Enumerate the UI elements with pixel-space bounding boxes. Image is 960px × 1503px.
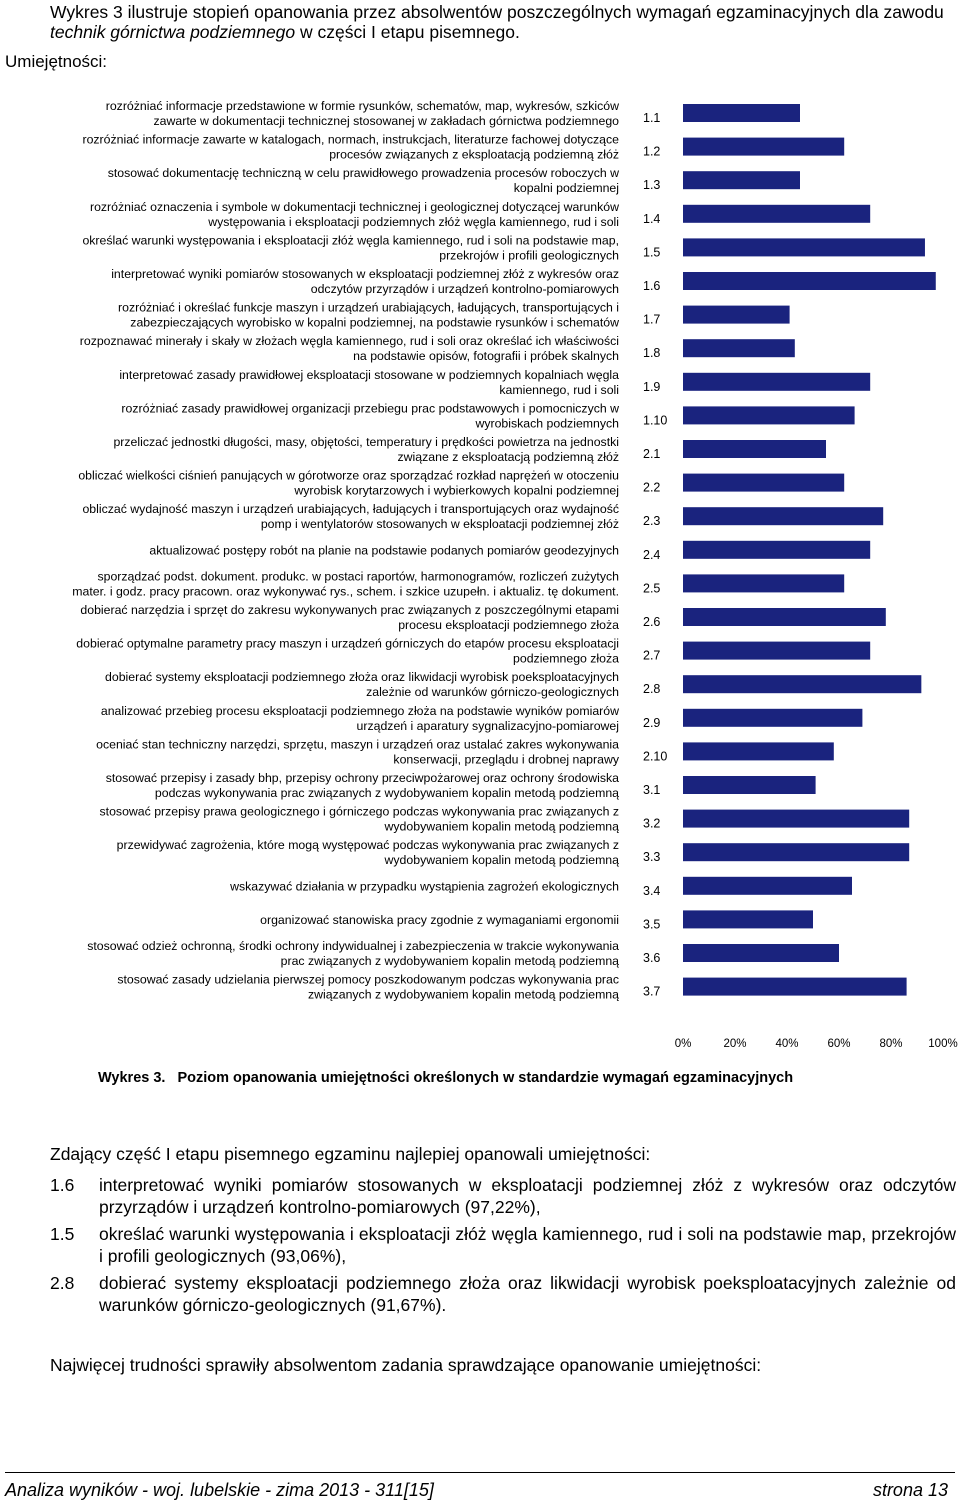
- chart-category-label: dobierać optymalne parametry pracy maszyn i urządzeń górniczych do etapów procesu eksploatacji: [76, 636, 619, 651]
- chart-bar: [683, 272, 936, 290]
- chart-category-label: stosować zasady udzielania pierwszej pomocy poszkodowanym podczas wykonywania prac: [117, 972, 619, 987]
- chart-category-label: procesów związanych z eksploatacją podziemną złóż: [329, 147, 619, 162]
- chart-category-code: 1.1: [643, 111, 661, 125]
- list-item: [50, 1223, 956, 1267]
- chart-category-code: 3.2: [643, 816, 661, 831]
- chart-bar: [683, 306, 790, 324]
- skills-heading: Umiejętności:: [5, 52, 108, 71]
- chart-category-label: rozróżniać oznaczenia i symbole w dokumentacji technicznej i geologicznej dotyczącej warunków: [89, 199, 619, 214]
- chart-category-label: związanych z wydobywaniem kopalin metodą podziemną: [307, 987, 619, 1002]
- chart-category-label: rozpoznawać minerały i skały w złożach węgla kamiennego, rud i soli oraz określać ich właściwości: [79, 334, 619, 349]
- chart-bar: [683, 339, 795, 357]
- chart-category-label: pomp i wentylatorów stosowanych w eksploatacji podziemnej złóż: [260, 517, 619, 532]
- chart-category-code: 3.7: [643, 984, 661, 999]
- chart-category-label: stosować odzież ochronną, środki ochrony indywidualnej i zabezpieczenia w trakcie wykonywania: [87, 939, 619, 953]
- chart-category-code: 1.8: [643, 346, 661, 361]
- chart-category-label: organizować stanowiska pracy zgodnie z wymaganiami ergonomii: [260, 912, 619, 927]
- chart-category-label: interpretować zasady prawidłowej eksploatacji stosowane w podziemnych kopalniach węgla: [119, 367, 619, 382]
- chart-category-label: wskazywać działania w przypadku wystąpienia zagrożeń ekologicznych: [230, 879, 619, 894]
- chart-category-label: przewidywać zagrożenia, które mogą występować podczas wykonywania prac związanych z: [116, 838, 619, 853]
- chart-category-label: rozróżniać i określać funkcje maszyn i urządzeń urabiających, ładujących, transportujących i: [118, 300, 619, 315]
- chart-category-code: 2.10: [643, 749, 668, 764]
- chart-bar: [683, 910, 813, 928]
- chart-category-label: urządzeń i aparatury sygnalizacyjno-pomiarowej: [356, 718, 619, 733]
- chart-category-label: dobierać narzędzia i sprzęt do zakresu wykonywanych prac związanych z poszczególnymi etapami: [80, 603, 619, 617]
- chart-bar: [683, 675, 921, 693]
- chart-bar: [683, 104, 800, 122]
- chart-category-code: 2.9: [643, 715, 661, 730]
- best-skills-list: [50, 1174, 956, 1316]
- chart-category-label: wydobywaniem kopalin metodą podziemną: [384, 819, 619, 834]
- chart-category-label: wyrobiskach podziemnych: [475, 416, 619, 431]
- chart-category-code: 1.3: [643, 178, 661, 193]
- chart-bar: [683, 742, 834, 760]
- chart-category-code: 3.6: [643, 951, 661, 965]
- page-number: strona 13: [872, 1480, 948, 1500]
- chart-category-label: prac związanych z wydobywaniem kopalin metodą podziemną: [280, 954, 619, 968]
- chart-category-code: 3.4: [643, 883, 661, 898]
- chart-category-label: podczas wykonywania prac związanych z wydobywaniem kopalin metodą podziemną: [154, 786, 619, 800]
- chart-bar: [683, 810, 909, 828]
- chart-bar: [683, 608, 886, 626]
- chart-x-ticks: [675, 1038, 958, 1050]
- best-skill-text: określać warunki występowania i eksploatacji złóż węgla kamiennego, rud i soli na podstawie map, przekrojów i profili geologicznych (93,06%),: [99, 1224, 956, 1266]
- chart-category-code: 1.2: [643, 144, 661, 159]
- chart-category-label: przeliczać jednostki długości, masy, objętości, temperatury i prędkości powietrza na jednostki: [113, 435, 619, 449]
- chart-category-label: występowania i eksploatacji podziemnych złóż węgla kamiennego, rud i soli: [208, 214, 619, 229]
- chart-category-label: na podstawie opisów, fotografii i próbek skalnych: [353, 349, 619, 364]
- chart-bar: [683, 709, 862, 727]
- chart-category-label: wyrobisk korytarzowych i wybierkowych kopalni podziemnej: [294, 483, 619, 498]
- chart-category-code: 1.5: [643, 245, 661, 260]
- chart-category-label: określać warunki występowania i eksploatacji złóż węgla kamiennego, rud i soli na podstawie map,: [82, 233, 619, 248]
- hardest-skills-intro: Najwięcej trudności sprawiły absolwentom zadania sprawdzające opanowanie umiejętności:: [50, 1355, 762, 1375]
- chart-category-label: związane z eksploatacją podziemną złóż: [397, 450, 619, 464]
- chart-category-code: 1.10: [643, 413, 668, 428]
- caption-label: Wykres 3.: [98, 1070, 166, 1086]
- best-skill-text: interpretować wyniki pomiarów stosowanych w eksploatacji podziemnej złóż z wykresów oraz odczytów przyrządów i urządzeń kontrolno-pomiarowych (97,22%),: [99, 1175, 956, 1217]
- chart-bar: [683, 574, 844, 592]
- chart-category-code: 2.8: [643, 682, 661, 697]
- chart-x-tick-label: 100%: [928, 1038, 958, 1050]
- chart-category-code: 2.4: [643, 547, 661, 562]
- chart-category-label: stosować przepisy i zasady bhp, przepisy ochrony przeciwpożarowej oraz ochrony środowiska: [105, 771, 619, 785]
- chart-bar: [683, 944, 839, 962]
- chart-category-label: zabezpieczających wyrobisko w kopalni podziemnej, na podstawie rysunków i schematów: [130, 315, 619, 330]
- chart-bar: [683, 843, 909, 861]
- best-skill-code: 2.8: [50, 1273, 75, 1293]
- chart-category-code: 2.2: [643, 480, 661, 495]
- intro-text-after: w części I etapu pisemnego.: [295, 22, 520, 42]
- chart-category-code: 2.6: [643, 615, 661, 629]
- chart-category-label: analizować przebieg procesu eksploatacji podziemnego złoża na podstawie wyników pomiarów: [100, 703, 619, 718]
- chart-category-label: oceniać stan techniczny narzędzi, sprzętu, maszyn i urządzeń oraz ustalać zakres wykonywania: [96, 737, 619, 752]
- intro-text-before: Wykres 3 ilustruje stopień opanowania przez absolwentów poszczególnych wymagań egzaminacyjnych dla zawodu: [50, 2, 944, 22]
- chart-category-label: stosować dokumentację techniczną w celu prawidłowego prowadzenia procesów roboczych w: [107, 166, 619, 181]
- chart-category-label: dobierać systemy eksploatacji podziemnego złoża oraz likwidacji wyrobisk poeksploatacyjnych: [105, 670, 619, 685]
- caption-title: Poziom opanowania umiejętności określonych w standardzie wymagań egzaminacyjnych: [177, 1070, 794, 1086]
- chart-bar: [683, 776, 816, 794]
- chart-category-label: przekrojów i profili geologicznych: [439, 248, 619, 263]
- chart-category-label: rozróżniać zasady prawidłowej organizacji przebiegu prac podstawowych i pomocniczych w: [121, 401, 619, 416]
- chart-category-label: stosować przepisy prawa geologicznego i górniczego podczas wykonywania prac związanych z: [99, 804, 619, 819]
- chart-x-tick-label: 20%: [723, 1038, 747, 1050]
- chart-x-tick-label: 0%: [674, 1038, 692, 1050]
- chart-bar: [683, 642, 870, 660]
- chart-category-label: sporządzać podst. dokument. produkc. w postaci raportów, harmonogramów, rozliczeń zużytych: [97, 569, 619, 584]
- best-skill-code: 1.6: [50, 1175, 75, 1195]
- chart-category-label: wydobywaniem kopalin metodą podziemną: [384, 853, 619, 868]
- footer-divider: [5, 1472, 955, 1473]
- chart-category-label: interpretować wyniki pomiarów stosowanych w eksploatacji podziemnej złóż z wykresów oraz: [111, 267, 619, 281]
- chart-category-label: odczytów przyrządów i urządzeń kontrolno-pomiarowych: [310, 282, 619, 296]
- chart-bar: [683, 171, 800, 189]
- chart-category-code: 2.5: [643, 581, 661, 596]
- chart-category-labels: [72, 99, 620, 1002]
- chart-bar: [683, 238, 925, 256]
- chart-category-codes: [643, 111, 667, 999]
- page-footer: [5, 1480, 948, 1501]
- chart-bar: [683, 373, 870, 391]
- chart-category-label: kopalni podziemnej: [513, 181, 619, 196]
- footer-title: Analiza wyników - woj. lubelskie - zima 2013 - 311[15]: [5, 1480, 434, 1500]
- chart-category-label: rozróżniać informacje przedstawione w formie rysunków, schematów, map, wykresów, szkiców: [105, 99, 619, 113]
- summary-section: [50, 1143, 956, 1321]
- chart-category-code: 1.4: [643, 211, 661, 226]
- chart-category-code: 1.7: [643, 312, 661, 327]
- chart-bar: [683, 877, 852, 895]
- chart-category-code: 1.9: [643, 379, 661, 394]
- chart-bar: [683, 507, 883, 525]
- chart-category-label: kamiennego, rud i soli: [499, 382, 619, 397]
- chart-category-code: 2.1: [643, 447, 661, 461]
- chart-category-code: 3.5: [643, 917, 661, 932]
- chart-category-label: podziemnego złoża: [513, 651, 619, 666]
- chart-category-label: mater. i godz. pracy pracown. oraz wykonywać rys., schem. i szkice uzupełn. i aktualiz. tę dokument.: [72, 584, 619, 599]
- chart-bar: [683, 474, 844, 492]
- chart-bar: [683, 440, 826, 458]
- chart-category-code: 3.1: [643, 783, 661, 797]
- list-item: [50, 1174, 956, 1218]
- chart-caption: [98, 1070, 793, 1086]
- chart-x-tick-label: 80%: [879, 1038, 903, 1050]
- chart-x-tick-label: 60%: [827, 1038, 851, 1050]
- best-skill-text: dobierać systemy eksploatacji podziemnego złoża oraz likwidacji wyrobisk poeksploatacyjnych zależnie od warunków górniczo-geologicznych (91,67%).: [99, 1273, 956, 1315]
- chart-category-code: 2.7: [643, 648, 661, 663]
- chart-category-code: 1.6: [643, 279, 661, 293]
- chart-bar: [683, 978, 907, 996]
- profession-name: technik górnictwa podziemnego: [50, 22, 296, 42]
- chart-category-label: rozróżniać informacje zawarte w katalogach, normach, instrukcjach, literaturze fachowej dotyczące: [82, 132, 619, 147]
- chart-category-label: zależnie od warunków górniczo-geologicznych: [366, 685, 619, 700]
- chart-category-label: aktualizować postępy robót na planie na podstawie podanych pomiarów geodezyjnych: [149, 543, 619, 558]
- list-item: [50, 1272, 956, 1316]
- chart-category-label: obliczać wielkości ciśnień panujących w górotworze oraz sporządzać rozkład naprężeń w otoczeniu: [78, 468, 619, 483]
- chart-category-label: procesu eksploatacji podziemnego złoża: [398, 618, 619, 632]
- chart-category-label: obliczać wydajność maszyn i urządzeń urabiających, ładujących i transportujących oraz wydajność: [82, 502, 619, 517]
- chart-bar: [683, 205, 870, 223]
- chart-x-tick-label: 40%: [775, 1038, 799, 1050]
- chart-category-label: konserwacji, przeglądu i drobnej naprawy: [393, 752, 619, 767]
- chart-bar: [683, 541, 870, 559]
- chart-bar: [683, 138, 844, 156]
- chart-bars: [683, 104, 936, 996]
- chart-bar: [683, 406, 855, 424]
- chart-category-label: zawarte w dokumentacji technicznej stosowanej w zakładach górnictwa podziemnego: [153, 114, 619, 128]
- chart-category-code: 2.3: [643, 514, 661, 529]
- summary-intro: Zdający część I etapu pisemnego egzaminu najlepiej opanowali umiejętności:: [50, 1144, 651, 1164]
- chart-category-code: 3.3: [643, 850, 661, 865]
- best-skill-code: 1.5: [50, 1224, 75, 1244]
